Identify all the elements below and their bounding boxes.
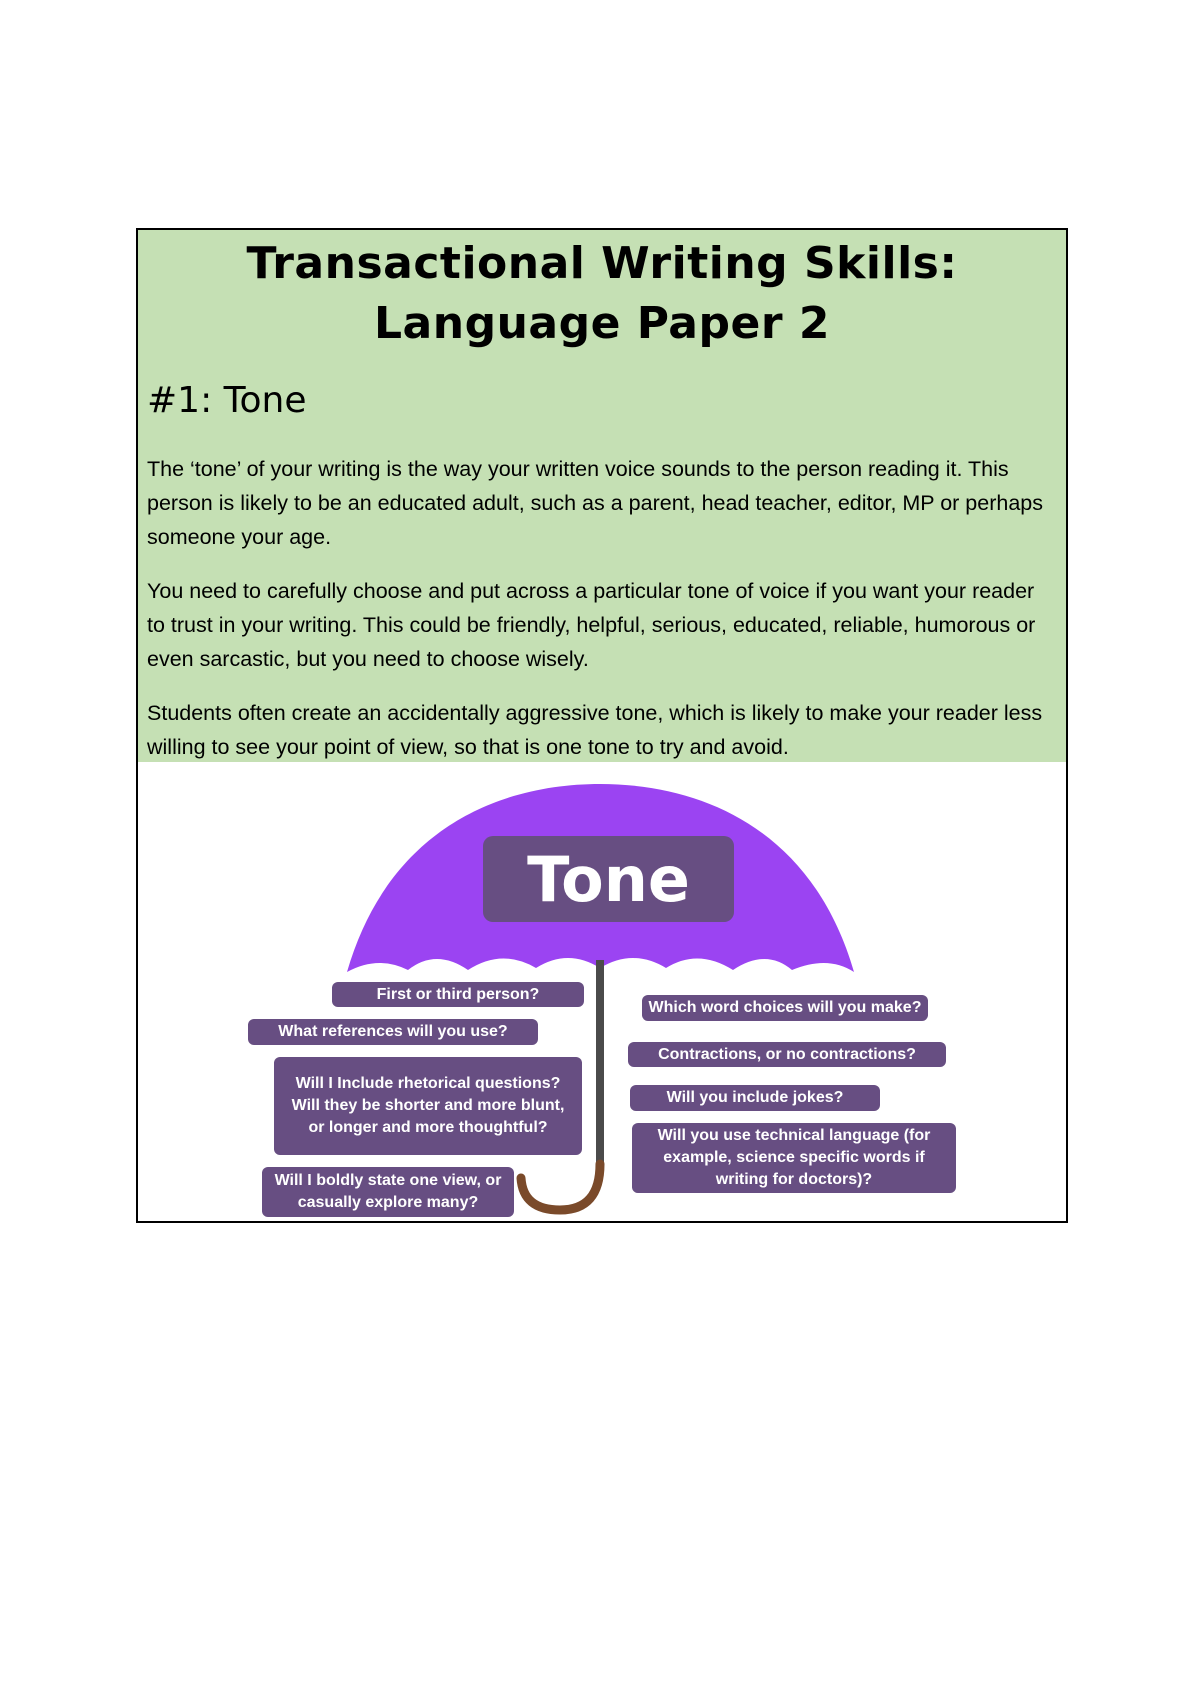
question-contractions: Contractions, or no contractions?	[628, 1042, 946, 1067]
question-jokes: Will you include jokes?	[630, 1085, 880, 1111]
body-text	[147, 452, 1057, 784]
paragraph: You need to carefully choose and put across a particular tone of voice if you want your reader to trust in your writing. This could be friendly, helpful, serious, educated, reliable, humorous or even sarcastic, but you need to choose wisely.	[147, 579, 1036, 671]
question-rhetorical: Will I Include rhetorical questions? Will they be shorter and more blunt, or longer and more thoughtful?	[274, 1057, 582, 1155]
document-frame	[136, 228, 1068, 1223]
umbrella-shaft	[596, 960, 604, 1168]
page-title	[138, 234, 1066, 354]
tone-label: Tone	[483, 836, 734, 922]
question-technical-language: Will you use technical language (for example, science specific words if writing for doctors)?	[632, 1123, 956, 1193]
question-word-choices: Which word choices will you make?	[642, 995, 928, 1021]
question-boldly-state-view: Will I boldly state one view, or casually explore many?	[262, 1167, 514, 1217]
umbrella-handle	[521, 1164, 600, 1210]
intro-panel	[138, 230, 1066, 762]
page-title-line-2: Language Paper 2	[374, 298, 830, 349]
question-first-or-third-person: First or third person?	[332, 982, 584, 1007]
section-heading: #1: Tone	[147, 380, 307, 421]
page-title-line-1: Transactional Writing Skills:	[246, 238, 958, 289]
paragraph: The ‘tone’ of your writing is the way your written voice sounds to the person reading it. This person is likely to be an educated adult, such as a parent, head teacher, editor, MP or perhaps someone your age.	[147, 457, 1044, 549]
question-references: What references will you use?	[248, 1019, 538, 1045]
paragraph: Students often create an accidentally aggressive tone, which is likely to make your reader less willing to see your point of view, so that is one tone to try and avoid.	[147, 701, 1043, 759]
